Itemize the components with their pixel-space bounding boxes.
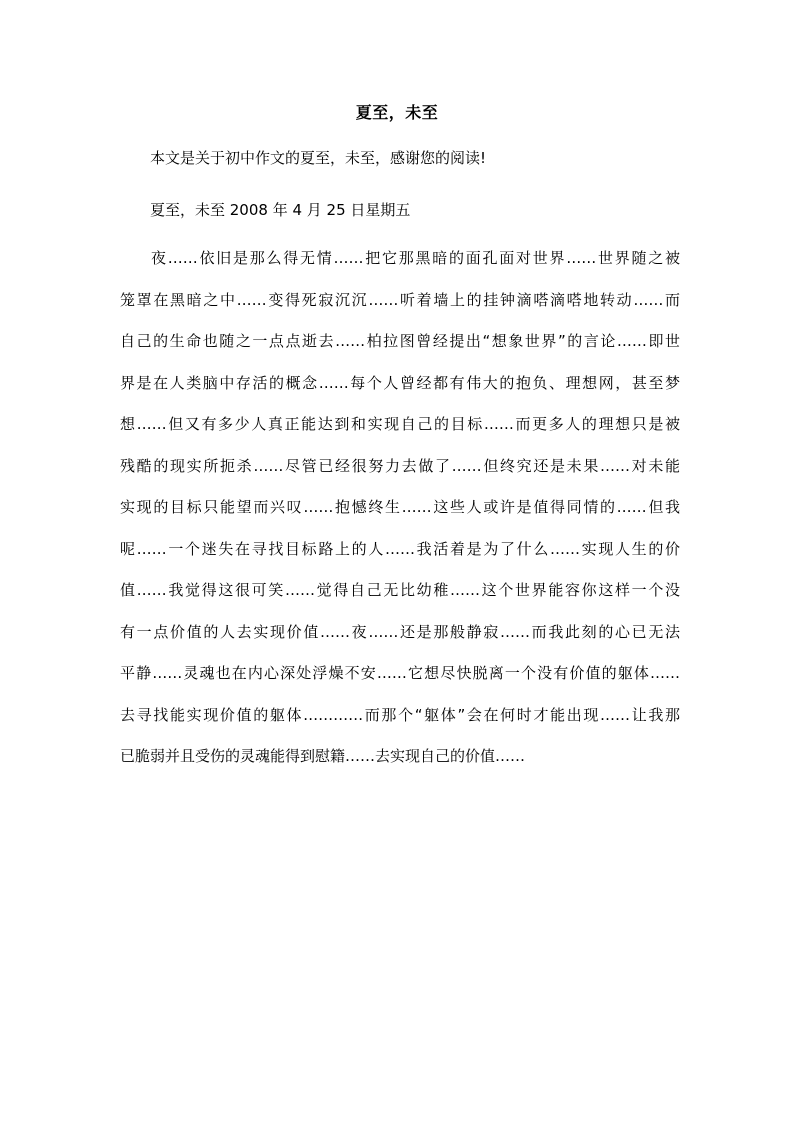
document-title: 夏至，未至 bbox=[355, 103, 439, 122]
body-line: 平静……灵魂也在内心深处浮燥不安……它想尽快脱离一个没有价值的躯体…… bbox=[120, 664, 680, 682]
essay-body bbox=[120, 238, 680, 778]
body-line: 呢……一个迷失在寻找目标路上的人……我活着是为了什么……实现人生的价 bbox=[120, 539, 680, 558]
body-line: 自己的生命也随之一点点逝去……柏拉图曾经提出“想象世界”的言论……即世 bbox=[120, 332, 680, 350]
body-line: 残酷的现实所扼杀……尽管已经很努力去做了……但终究还是未果……对未能 bbox=[120, 456, 680, 475]
body-line: 实现的目标只能望而兴叹……抱憾终生……这些人或许是值得同情的……但我 bbox=[120, 498, 680, 516]
body-line: 想……但又有多少人真正能达到和实现自己的目标……而更多人的理想只是被 bbox=[120, 415, 680, 433]
dateline-paragraph: 夏至，未至 2008 年 4 月 25 日星期五 bbox=[150, 201, 411, 219]
body-line: 已脆弱并且受伤的灵魂能得到慰籍……去实现自己的价值…… bbox=[120, 747, 526, 765]
body-line: 有一点价值的人去实现价值……夜……还是那般静寂……而我此刻的心已无法 bbox=[120, 622, 680, 641]
intro-paragraph: 本文是关于初中作文的夏至，未至，感谢您的阅读! bbox=[150, 149, 487, 167]
body-line: 笼罩在黑暗之中……变得死寂沉沉……听着墙上的挂钟滴嗒滴嗒地转动……而 bbox=[120, 290, 680, 309]
body-line: 夜……依旧是那么得无情……把它那黑暗的面孔面对世界……世界随之被 bbox=[151, 249, 680, 267]
body-line: 界是在人类脑中存活的概念……每个人曾经都有伟大的抱负、理想网，甚至梦 bbox=[120, 373, 680, 392]
body-line: 去寻找能实现价值的躯体…………而那个“躯体”会在何时才能出现……让我那 bbox=[120, 705, 680, 724]
body-line: 值……我觉得这很可笑……觉得自己无比幼稚……这个世界能容你这样一个没 bbox=[120, 581, 680, 599]
